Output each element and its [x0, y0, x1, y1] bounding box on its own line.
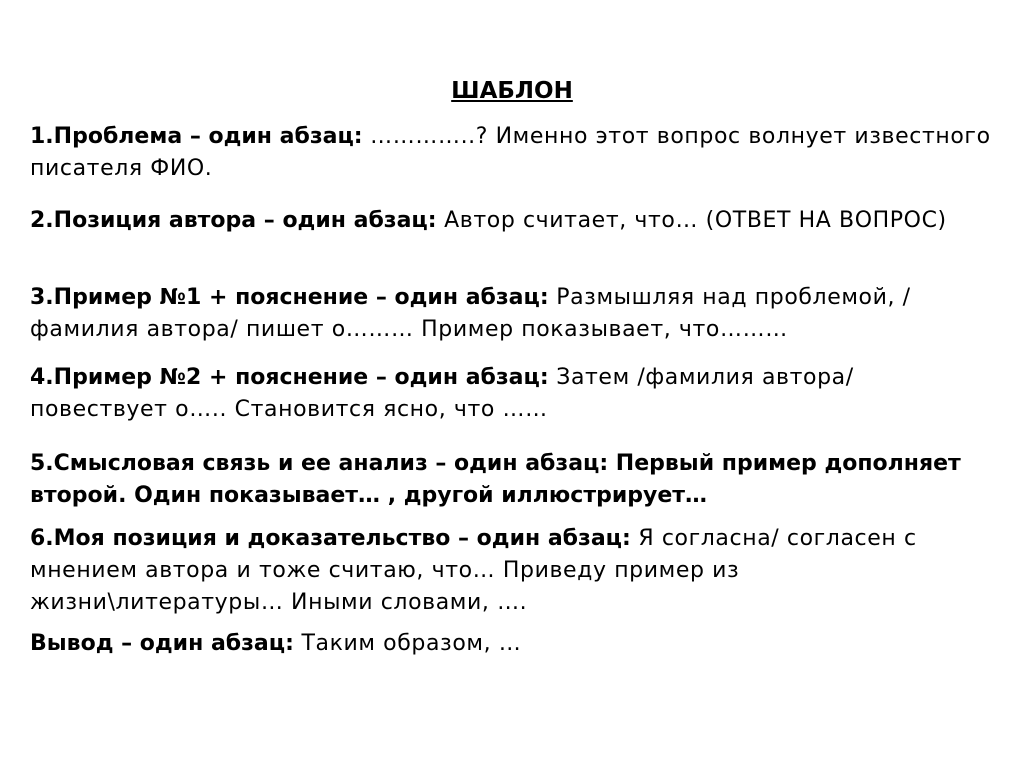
step-text: Автор считает, что… (ОТВЕТ НА ВОПРОС)	[436, 208, 947, 233]
step-text: Таким образом, …	[293, 631, 522, 656]
step-text: Размышляя над проблемой, /фамилия автора/ пишет о……… Пример показывает, что………	[30, 285, 911, 342]
step-text: Затем /фамилия автора/ повествует о….. Становится ясно, что ……	[30, 365, 854, 422]
template-step-problem	[30, 121, 995, 185]
template-step-example-1	[30, 282, 995, 346]
step-heading: 3.Пример №1 + пояснение – один абзац:	[30, 285, 549, 310]
step-heading: 4.Пример №2 + пояснение – один абзац:	[30, 365, 549, 390]
step-heading: 5.Смысловая связь и ее анализ – один абзац: Первый пример дополняет второй. Один показывает… , другой иллюстрирует…	[30, 451, 961, 508]
template-step-my-position	[30, 523, 995, 619]
step-heading: 6.Моя позиция и доказательство – один абзац:	[30, 526, 631, 551]
step-heading: 1.Проблема – один абзац:	[30, 124, 363, 149]
step-heading: Вывод – один абзац:	[30, 631, 294, 656]
template-step-example-2	[30, 362, 995, 426]
template-step-author-position	[30, 205, 995, 237]
page-title: ШАБЛОН	[451, 78, 573, 104]
step-text: Я согласна/ согласен с мнением автора и тоже считаю, что… Приведу пример из жизни\литературы… Иными словами, ….	[30, 526, 917, 615]
step-heading: 2.Позиция автора – один абзац:	[30, 208, 437, 233]
template-step-conclusion	[30, 628, 995, 660]
step-text: …………..? Именно этот вопрос волнует известного писателя ФИО.	[30, 124, 991, 181]
template-step-semantic-link	[30, 448, 995, 512]
